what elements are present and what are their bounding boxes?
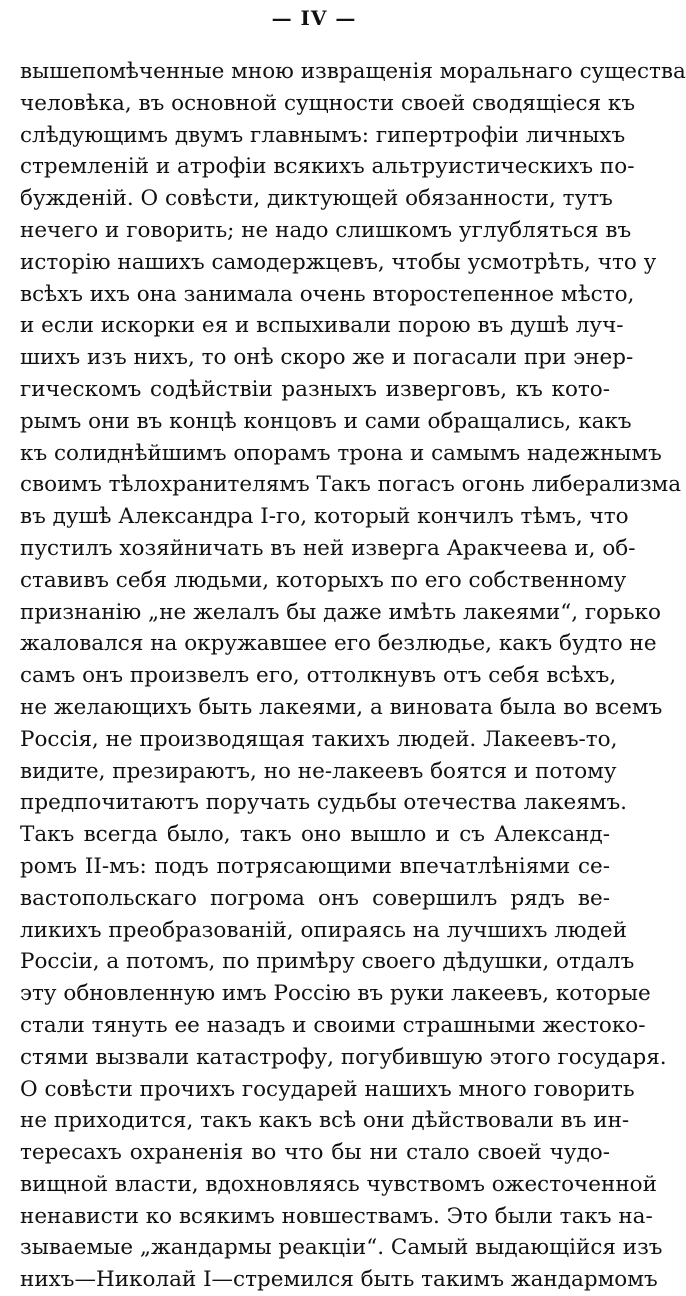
text-line: рымъ они въ концѣ концовъ и сами обращались, какъ [20,408,632,434]
text-line: эту обновленную имъ Россію въ руки лакеевъ, которые [20,981,651,1007]
text-line: ромъ ІІ-мъ: подъ потрясающими впечатлѣніями се- [20,853,610,879]
text-line: нихъ—Николай І—стремился быть такимъ жандармомъ [20,1267,658,1293]
text-line: Россія, не производящая такихъ людей. Лакеевъ-то, [20,726,618,752]
text-line: своимъ тѣлохранителямъ Такъ погасъ огонь либерализма [20,472,682,498]
text-line: стали тянуть ее назадъ и своими страшными жестоко- [20,1012,646,1038]
text-line: вастопольскаго погрома онъ совершилъ рядъ ве- [20,885,610,911]
text-line: признанію „не желалъ бы даже имѣть лакеями“, горько [20,599,661,625]
text-line: бужденій. О совѣсти, диктующей обязанности, тутъ [20,186,613,212]
text-line: вышепомѣченные мною извращенія моральнаго существа [20,59,686,84]
text-line: ликихъ преобразованій, опираясь на лучшихъ людей [20,917,627,943]
text-line: стремленій и атрофіи всякихъ альтруистическихъ по- [20,154,635,180]
text-line: тересахъ охраненія во что бы ни стало своей чудо- [20,1140,610,1166]
text-line: самъ онъ произвелъ его, оттолкнувъ отъ себя всѣхъ, [20,663,617,689]
text-line: и если искорки ея и вспыхивали порою въ душѣ луч- [20,313,624,339]
text-line: нечего и говорить; не надо слишкомъ углубляться въ [20,217,632,243]
text-line: О совѣсти прочихъ государей нашихъ много говорить [20,1076,635,1102]
text-line: ненависти ко всякимъ новшествамъ. Это были такъ на- [20,1203,653,1229]
text-line: не желающихъ быть лакеями, а виновата была во всемъ [20,694,663,720]
text-line: вищной власти, вдохновляясь чувствомъ ожесточенной [20,1171,657,1197]
text-line: слѣдующимъ двумъ главнымъ: гипертрофіи личныхъ [20,122,626,148]
text-line: видите, презираютъ, но не-лакеевъ боятся и потому [20,758,617,784]
text-line: въ душѣ Александра І-го, который кончилъ тѣмъ, что [20,504,629,530]
text-line: не приходится, такъ какъ всѣ они дѣйствовали въ ин- [20,1108,630,1134]
text-line: жаловался на окружавшее его безлюдье, какъ будто не [20,631,657,657]
text-line: стями вызвали катастрофу, погубившую этого государя. [20,1044,667,1070]
text-line: ставивъ себя людьми, которыхъ по его собственному [20,567,627,593]
text-line: Россіи, а потомъ, по примѣру своего дѣдушки, отдалъ [20,949,635,975]
text-line: гическомъ содѣйствіи разныхъ изверговъ, къ кото- [20,376,610,402]
text-line: предпочитаютъ поручать судьбы отечества лакеямъ. [20,790,628,816]
text-line: шихъ изъ нихъ, то онѣ скоро же и погасали при энер- [20,345,634,371]
text-line: зываемые „жандармы реакціи“. Самый выдающійся изъ [20,1235,663,1261]
text-line: Такъ всегда было, такъ оно вышло и съ Александ- [20,822,610,848]
page-number-header: — IV — [271,6,357,30]
text-line: человѣка, въ основной сущности своей сводящіеся къ [20,90,636,116]
text-line: исторію нашихъ самодержцевъ, чтобы усмотрѣть, что у [20,249,657,275]
text-line: пустилъ хозяйничать въ ней изверга Аракчеева и, об- [20,535,636,561]
body-text [20,56,686,1296]
text-line: къ солиднѣйшимъ опорамъ трона и самымъ надежнымъ [20,440,662,466]
text-line: всѣхъ ихъ она занимала очень второстепенное мѣсто, [20,281,635,307]
